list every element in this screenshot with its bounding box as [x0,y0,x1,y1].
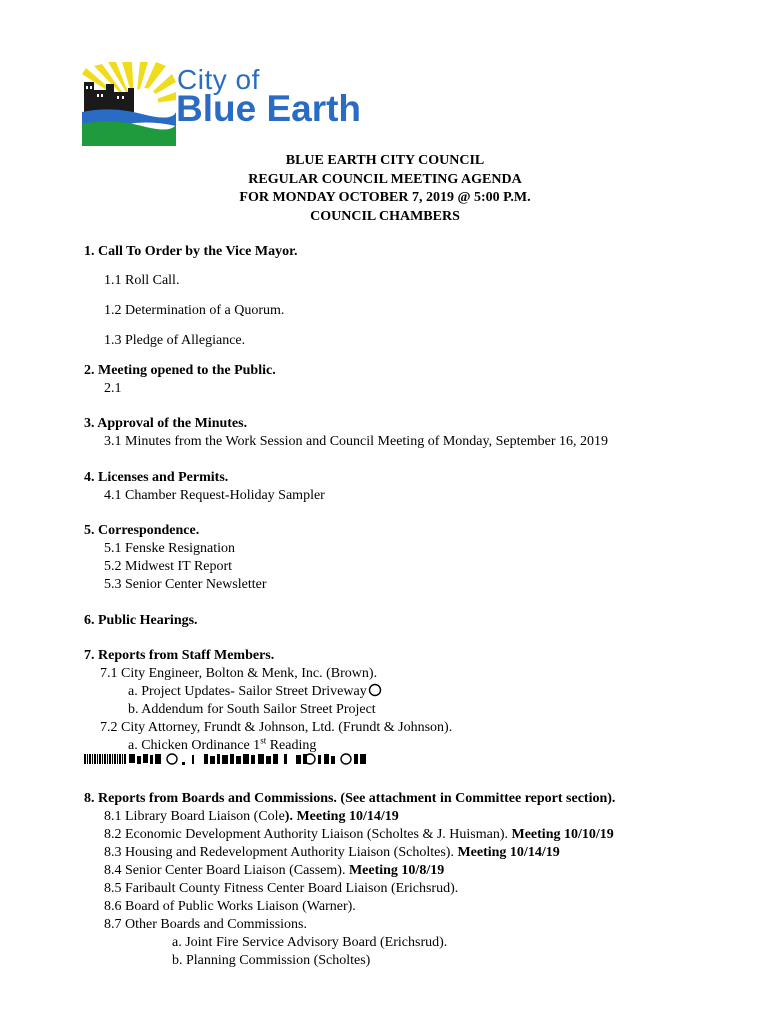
corrupted-glyph-line [84,751,374,767]
item-1-2: 1.2 Determination of a Quorum. [104,303,285,318]
logo-city-of: City of [177,64,260,95]
item-7-2-a-text: a. Chicken Ordinance 1 [128,738,261,753]
item-8-4-text: 8.4 Senior Center Board Liaison (Cassem). [104,863,349,878]
item-1-1: 1.1 Roll Call. [104,273,180,288]
item-8-2-meeting: Meeting 10/10/19 [511,827,614,842]
section-8-title: 8. Reports from Boards and Commissions. (See attachment in Committee report section). [84,791,616,806]
item-8-5: 8.5 Faribault County Fitness Center Board Liaison (Erichsrud). [104,881,459,896]
item-8-1-meeting: ). Meeting 10/14/19 [284,809,399,824]
item-3-1: 3.1 Minutes from the Work Session and Council Meeting of Monday, September 16, 2019 [104,434,608,449]
header-line-2: REGULAR COUNCIL MEETING AGENDA [248,171,522,187]
header-line-1: BLUE EARTH CITY COUNCIL [285,153,485,168]
item-7-2: 7.2 City Attorney, Frundt & Johnson, Ltd. (Frundt & Johnson). [100,720,453,735]
section-1-title: 1. Call To Order by the Vice Mayor. [84,244,298,259]
city-logo [82,62,412,150]
item-5-3: 5.3 Senior Center Newsletter [104,577,267,592]
item-7-2-a-reading: Reading [266,738,317,753]
item-8-1 [104,808,399,826]
attachment-circle-icon [368,683,382,697]
item-2-1: 2.1 [104,381,122,396]
item-5-1: 5.1 Fenske Resignation [104,541,236,556]
header-line-4: COUNCIL CHAMBERS [310,208,460,224]
item-8-6: 8.6 Board of Public Works Liaison (Warner). [104,899,356,914]
item-7-1: 7.1 City Engineer, Bolton & Menk, Inc. (Brown). [100,666,378,681]
item-8-2 [104,826,614,844]
item-8-3 [104,844,560,862]
section-3-title: 3. Approval of the Minutes. [84,416,248,431]
item-8-3-meeting: Meeting 10/14/19 [457,845,560,860]
agenda-header [0,152,770,226]
section-2-title: 2. Meeting opened to the Public. [84,363,276,378]
item-8-4-meeting: Meeting 10/8/19 [348,863,445,878]
section-7-title: 7. Reports from Staff Members. [84,648,275,663]
section-4-title: 4. Licenses and Permits. [84,470,229,485]
section-6-title: 6. Public Hearings. [84,613,198,628]
item-5-2: 5.2 Midwest IT Report [104,559,233,574]
header-line-3: FOR MONDAY OCTOBER 7, 2019 @ 5:00 P.M. [239,190,531,205]
item-8-3-text: 8.3 Housing and Redevelopment Authority Liaison (Scholtes). [104,845,458,860]
item-8-2-text: 8.2 Economic Development Authority Liaison (Scholtes & J. Huisman). [104,827,512,842]
logo-city-name: Blue Earth [176,88,362,129]
item-7-1-b: b. Addendum for South Sailor Street Project [128,702,376,717]
item-8-7-b: b. Planning Commission (Scholtes) [172,953,371,968]
item-8-4 [104,862,444,880]
ordinal-suffix: st [260,735,267,746]
item-1-3: 1.3 Pledge of Allegiance. [104,333,246,348]
item-8-7: 8.7 Other Boards and Commissions. [104,917,307,932]
item-7-1-a-text: a. Project Updates- Sailor Street Driveway [128,684,367,699]
section-5-title: 5. Correspondence. [84,523,200,538]
item-7-1-a [128,683,382,701]
blue-earth-logo-icon [82,62,176,146]
item-4-1: 4.1 Chamber Request-Holiday Sampler [104,488,325,503]
item-8-7-a: a. Joint Fire Service Advisory Board (Erichsrud). [172,935,448,950]
item-8-1-text: 8.1 Library Board Liaison (Cole [104,809,285,824]
